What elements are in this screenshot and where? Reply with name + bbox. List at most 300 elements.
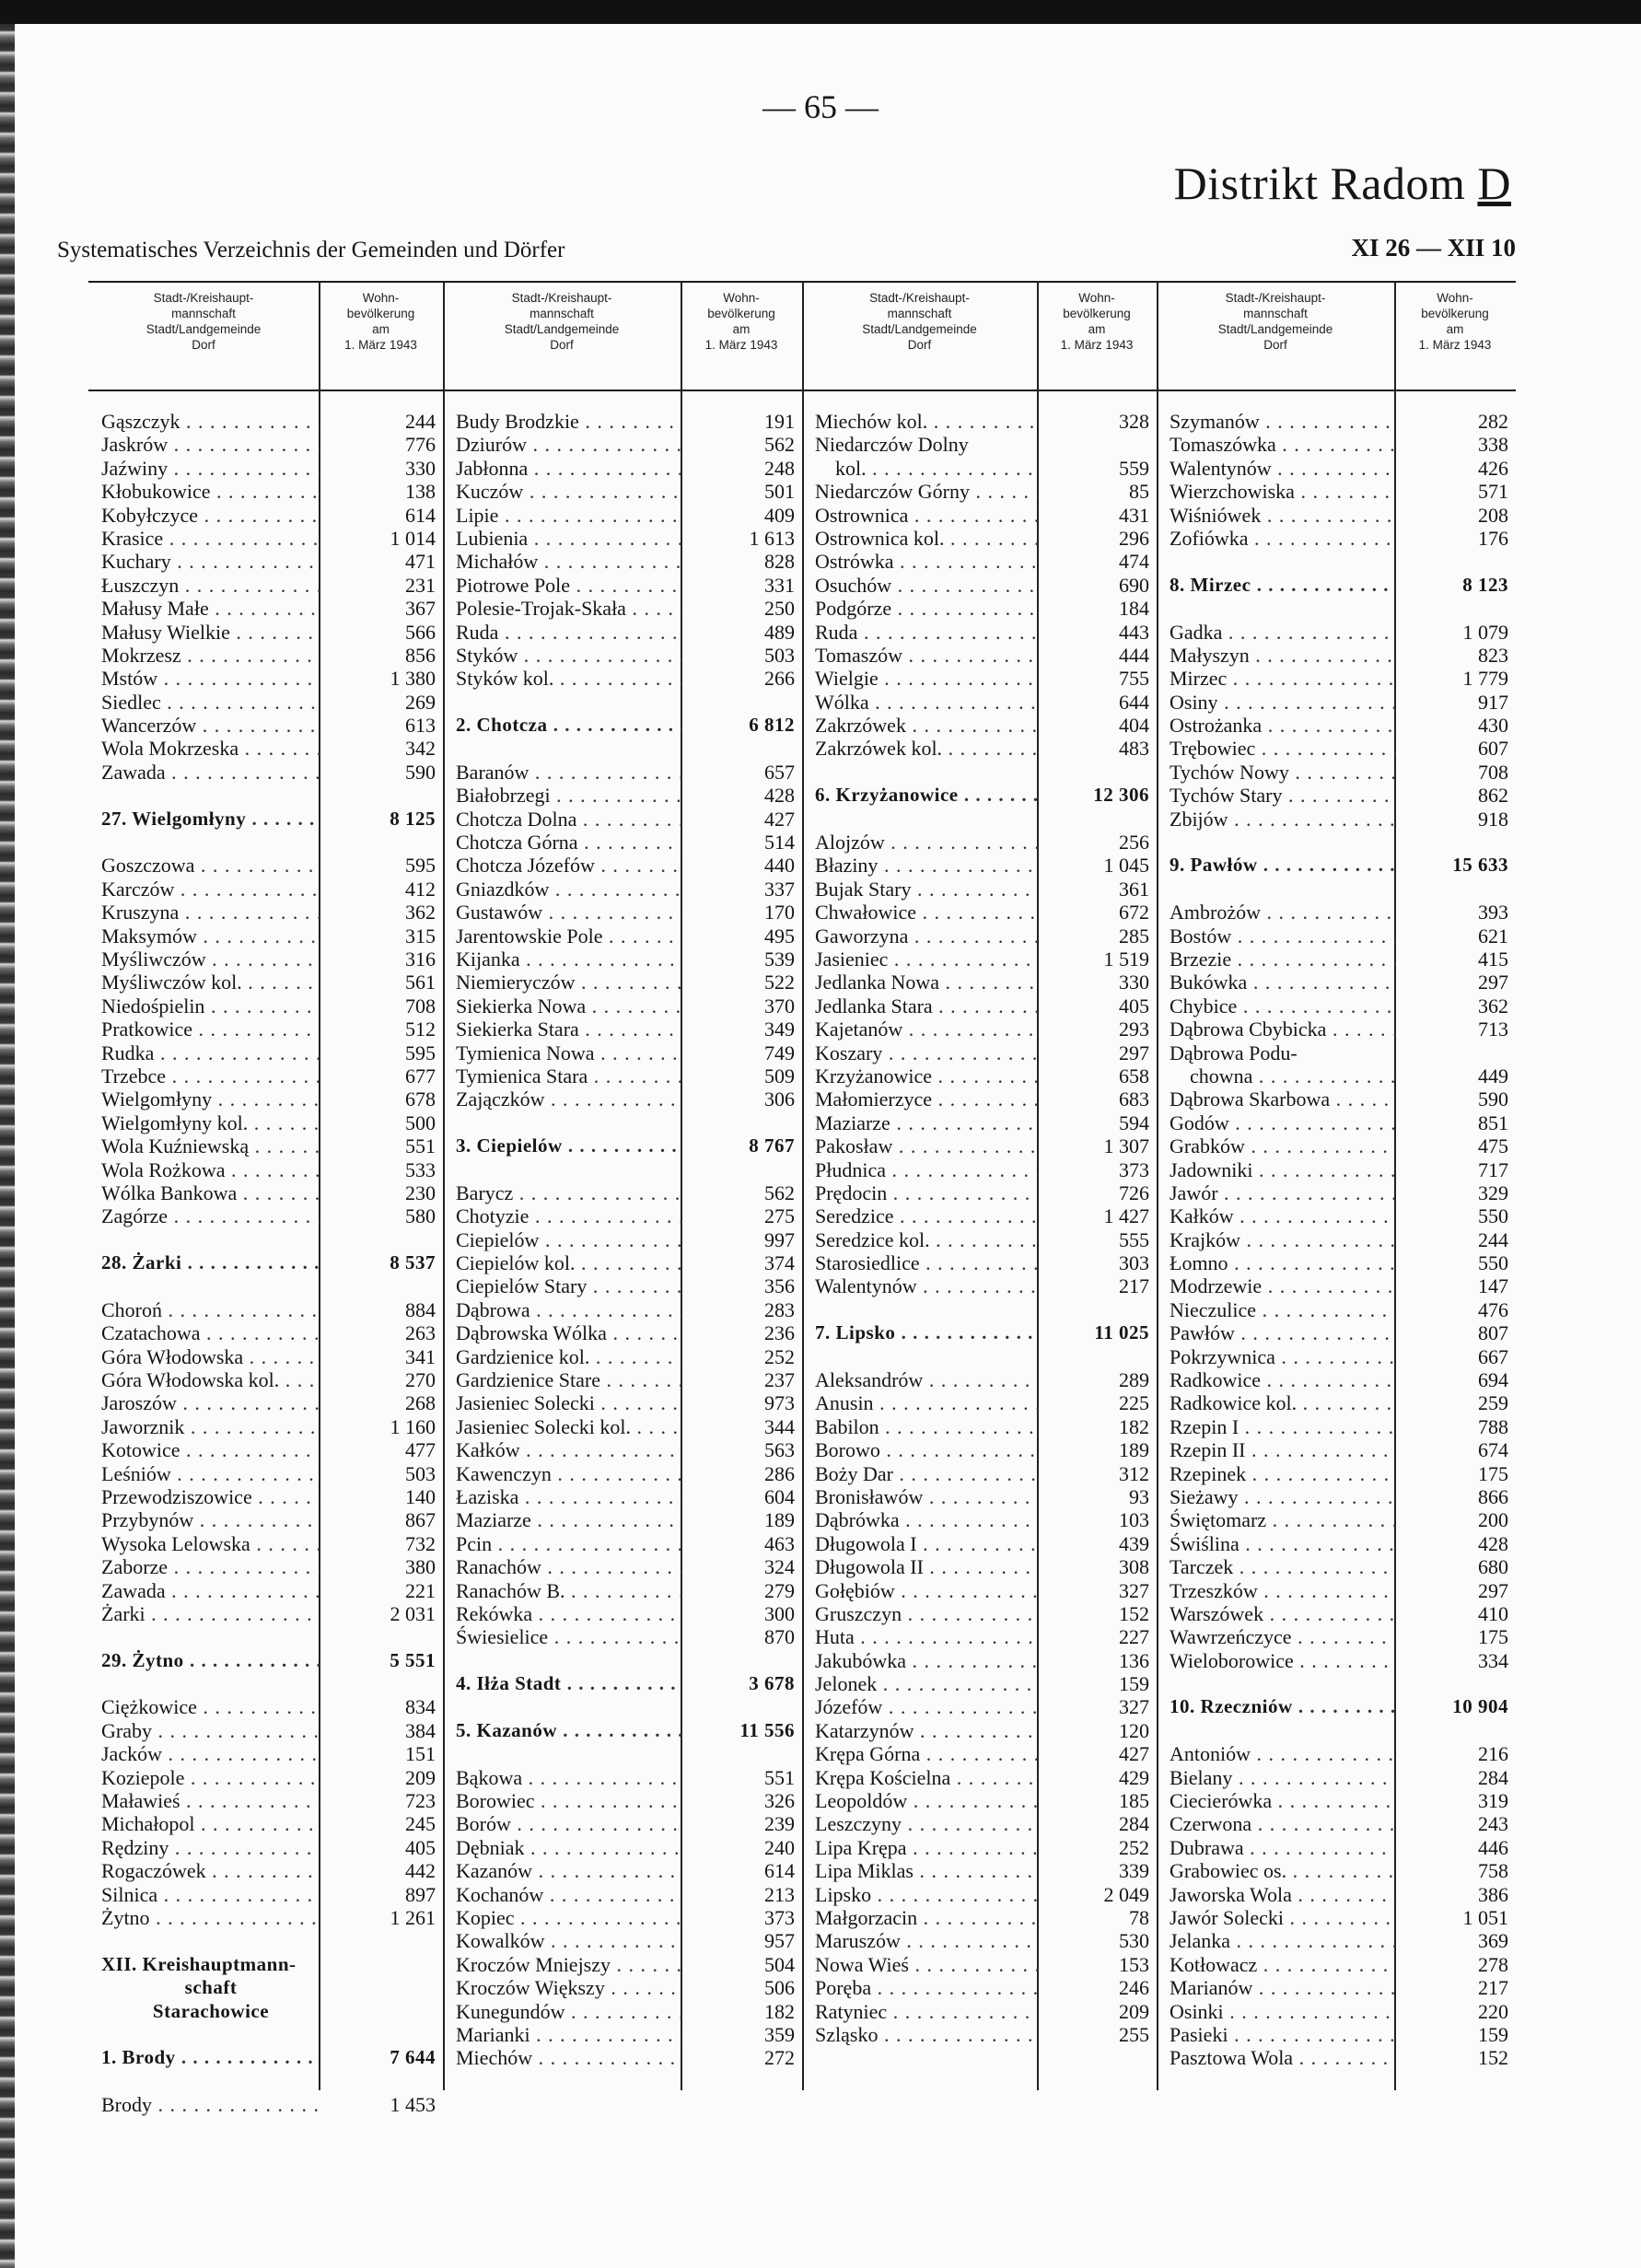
population-value: 446: [1478, 1835, 1508, 1859]
place-name: Błaziny . . .: [802, 854, 1039, 877]
population-value: 683: [1119, 1087, 1149, 1111]
population-value: 503: [405, 1461, 436, 1485]
population-value: 11 556: [739, 1718, 795, 1741]
place-name: Rudka . . .: [88, 1041, 320, 1064]
population-value: 275: [764, 1204, 795, 1228]
village-row: [443, 1836, 802, 1859]
scan-left-edge: [0, 24, 15, 2268]
spacer: [88, 1274, 443, 1297]
population-value: 374: [764, 1251, 795, 1275]
header-text: mannschaft: [530, 307, 594, 320]
header-text: mannschaft: [887, 307, 952, 320]
village-row: [88, 1555, 443, 1578]
population-value: 12 306: [1093, 784, 1149, 807]
village-row: [443, 1181, 802, 1204]
place-name: Osinki . . .: [1157, 2000, 1396, 2023]
village-row: [802, 1602, 1157, 1625]
spacer: [443, 1111, 802, 1134]
place-name: Jaworznik . . .: [88, 1415, 320, 1438]
population-value: 443: [1119, 620, 1149, 644]
village-row: [802, 1251, 1157, 1274]
place-name: Białobrzegi . . .: [443, 784, 682, 807]
spacer: [1157, 1719, 1516, 1742]
population-value: 297: [1119, 1041, 1149, 1064]
village-row: [802, 1158, 1157, 1181]
population-value: 209: [1119, 1999, 1149, 2023]
spacer: [443, 1742, 802, 1765]
village-row: [1157, 1462, 1516, 1485]
village-row: [88, 667, 443, 690]
place-name: Huta . . .: [802, 1625, 1039, 1648]
village-row: [1157, 1742, 1516, 1765]
population-value: 410: [1478, 1601, 1508, 1625]
place-name: Ostrożanka . . .: [1157, 714, 1396, 737]
place-name: Ciepielów kol. . . .: [443, 1251, 682, 1274]
population-value: 559: [1119, 456, 1149, 480]
village-row: [88, 433, 443, 456]
village-row: [1157, 1929, 1516, 1952]
header-text: am: [372, 322, 390, 336]
village-row: [1157, 1508, 1516, 1531]
population-value: 330: [405, 456, 436, 480]
village-row: [802, 994, 1157, 1018]
place-name: Baranów . . .: [443, 761, 682, 784]
place-name: Leśniów . . .: [88, 1462, 320, 1485]
village-row: [88, 644, 443, 667]
population-value: 147: [1478, 1274, 1508, 1298]
population-value: 7 644: [390, 2046, 436, 2069]
spacer: [802, 808, 1157, 831]
population-value: 562: [764, 1181, 795, 1204]
village-row: [802, 971, 1157, 994]
village-row: [1157, 410, 1516, 433]
population-value: 380: [405, 1555, 436, 1579]
place-name: Mstów . . .: [88, 667, 320, 690]
population-value: 175: [1478, 1461, 1508, 1485]
village-row: [88, 1018, 443, 1041]
place-name: Warszówek . . .: [1157, 1602, 1396, 1625]
village-row: [1157, 808, 1516, 831]
population-value: 8 537: [390, 1251, 436, 1274]
spacer: [1157, 878, 1516, 901]
place-name: Jabłonna . . .: [443, 457, 682, 480]
population-value: 708: [1478, 760, 1508, 784]
place-name: Rzepin II . . .: [1157, 1438, 1396, 1461]
village-row: [802, 1415, 1157, 1438]
place-name: Osuchów . . .: [802, 574, 1039, 597]
place-name: Józefów . . .: [802, 1695, 1039, 1718]
village-row: [1157, 2046, 1516, 2069]
place-name: Kazanów . . .: [443, 1859, 682, 1882]
village-row: [443, 2000, 802, 2023]
place-name: Grabowiec os. . . .: [1157, 1859, 1396, 1882]
population-value: 344: [764, 1414, 795, 1438]
header-text: Stadt-/Kreishaupt-: [1225, 291, 1326, 305]
village-row: [802, 948, 1157, 971]
village-row: [802, 1018, 1157, 1041]
place-name: Mokrzesz . . .: [88, 644, 320, 667]
village-row: [88, 574, 443, 597]
header-text: 1. März 1943: [1418, 338, 1492, 352]
place-name: Seredzice . . .: [802, 1204, 1039, 1227]
place-name: 27. Wielgomłyny . . .: [88, 808, 320, 831]
place-name: Pakosław . . .: [802, 1134, 1039, 1157]
population-value: 243: [1478, 1812, 1508, 1836]
population-value: 393: [1478, 901, 1508, 925]
gemeinden-table: [88, 281, 1516, 2117]
place-name: Szymanów . . .: [1157, 410, 1396, 433]
header-name-col: [802, 290, 1037, 382]
population-value: 503: [764, 643, 795, 667]
place-name: Wólka Bankowa . . .: [88, 1181, 320, 1204]
population-value: 303: [1119, 1251, 1149, 1275]
place-name: Tychów Stary . . .: [1157, 784, 1396, 807]
village-row: [802, 1695, 1157, 1718]
place-name: Góra Włodowska kol. . . .: [88, 1368, 320, 1391]
population-value: 338: [1478, 433, 1508, 457]
village-row: [802, 1064, 1157, 1087]
village-row: [802, 1508, 1157, 1531]
page-number: — 65 —: [762, 88, 879, 125]
place-name: chowna . . .: [1157, 1064, 1396, 1087]
header-name-col: [88, 290, 319, 382]
village-row: [1157, 457, 1516, 480]
village-row: [88, 410, 443, 433]
population-value: 644: [1119, 690, 1149, 714]
village-row: [1157, 1064, 1516, 1087]
population-value: 263: [405, 1321, 436, 1345]
place-name: 6. Krzyżanowice . . .: [802, 784, 1039, 807]
village-row: [443, 410, 802, 433]
population-value: 189: [764, 1508, 795, 1532]
place-name: Kunegundów . . .: [443, 2000, 682, 2023]
population-value: 1 427: [1103, 1204, 1149, 1228]
gemeinde-heading-row: [88, 1251, 443, 1274]
population-value: 828: [764, 550, 795, 574]
place-name: Jaworska Wola . . .: [1157, 1883, 1396, 1906]
population-value: 369: [1478, 1929, 1508, 1953]
place-name: Budy Brodzkie . . .: [443, 410, 682, 433]
population-value: 866: [1478, 1484, 1508, 1508]
place-name: Przewodziszowice . . .: [88, 1485, 320, 1508]
place-name: Chotcza Dolna . . .: [443, 808, 682, 831]
population-value: 170: [764, 901, 795, 925]
population-value: 657: [764, 760, 795, 784]
village-row: [443, 644, 802, 667]
place-name: Bukówka . . .: [1157, 971, 1396, 994]
village-row: [1157, 1274, 1516, 1297]
population-value: 5 551: [390, 1648, 436, 1671]
village-row: [802, 1181, 1157, 1204]
place-name: Wawrzeńczyce . . .: [1157, 1625, 1396, 1648]
population-value: 319: [1478, 1789, 1508, 1813]
population-value: 244: [1478, 1227, 1508, 1251]
population-value: 690: [1119, 573, 1149, 597]
place-name: Maławieś . . .: [88, 1789, 320, 1812]
village-row: [443, 1041, 802, 1064]
village-row: [802, 1766, 1157, 1789]
population-value: 449: [1478, 1064, 1508, 1087]
population-value: 1 261: [390, 1906, 436, 1929]
place-name: 28. Żarki . . .: [88, 1251, 320, 1274]
village-row: [443, 1508, 802, 1531]
population-value: 250: [764, 597, 795, 621]
village-row: [443, 901, 802, 924]
gemeinde-heading-row: [802, 1321, 1157, 1344]
place-name: Gustawów . . .: [443, 901, 682, 924]
place-name: Maziarze . . .: [802, 1111, 1039, 1134]
place-name: Styków . . .: [443, 644, 682, 667]
place-name: Pcin . . .: [443, 1532, 682, 1555]
population-value: 440: [764, 854, 795, 878]
population-value: 362: [405, 901, 436, 925]
place-name: 2. Chotcza . . .: [443, 714, 682, 737]
place-name: Dąbrowa Cbybicka . . .: [1157, 1018, 1396, 1041]
place-name: Rzepinek . . .: [1157, 1462, 1396, 1485]
village-row: [1157, 1602, 1516, 1625]
header-text: am: [1446, 322, 1464, 336]
place-name: Krępa Górna . . .: [802, 1742, 1039, 1765]
population-value: 256: [1119, 831, 1149, 855]
spacer: [802, 761, 1157, 784]
place-name: Pasztowa Wola . . .: [1157, 2046, 1396, 2069]
place-name: schaft: [184, 1976, 238, 1999]
village-row: [1157, 1485, 1516, 1508]
village-row: [1157, 1415, 1516, 1438]
village-row: [1157, 1018, 1516, 1041]
village-row: [802, 480, 1157, 503]
population-value: 361: [1119, 877, 1149, 901]
population-value: 15 633: [1452, 854, 1508, 877]
population-value: 884: [405, 1297, 436, 1321]
population-value: 476: [1478, 1297, 1508, 1321]
place-name: Dąbrowa Podu-: [1170, 1041, 1298, 1064]
village-row: [88, 994, 443, 1018]
village-row: [1157, 1087, 1516, 1111]
gemeinde-heading-row: [88, 1953, 443, 1976]
village-row: [1157, 1906, 1516, 1929]
place-name: Jelonek . . .: [802, 1672, 1039, 1695]
place-name: 5. Kazanów . . .: [443, 1719, 682, 1742]
population-value: 296: [1119, 526, 1149, 550]
village-row: [802, 574, 1157, 597]
population-value: 85: [1129, 480, 1149, 504]
gemeinde-heading-row: [88, 1976, 443, 1999]
village-row: [88, 1181, 443, 1204]
population-value: 489: [764, 620, 795, 644]
population-value: 328: [1119, 410, 1149, 433]
village-row: [88, 1812, 443, 1835]
header-text: am: [732, 322, 751, 336]
population-value: 550: [1478, 1251, 1508, 1275]
scan-top-border: [0, 0, 1641, 24]
village-row: [88, 1508, 443, 1531]
population-value: 477: [405, 1438, 436, 1462]
place-name: Przybynów . . .: [88, 1508, 320, 1531]
village-row: [443, 457, 802, 480]
village-row: [443, 480, 802, 503]
population-value: 539: [764, 947, 795, 971]
place-name: Goszczowa . . .: [88, 854, 320, 877]
population-value: 667: [1478, 1344, 1508, 1368]
village-row: [802, 667, 1157, 690]
village-row: [443, 784, 802, 807]
population-value: 1 079: [1462, 620, 1508, 644]
place-name: Kroczów Mniejszy . . .: [443, 1953, 682, 1976]
place-name: Chotcza Górna . . .: [443, 831, 682, 854]
population-value: 555: [1119, 1227, 1149, 1251]
village-row: [88, 1883, 443, 1906]
population-value: 463: [764, 1531, 795, 1555]
population-value: 2 031: [390, 1601, 436, 1625]
place-name: 9. Pawłów . . .: [1157, 854, 1396, 877]
place-name: Bąkowa . . .: [443, 1766, 682, 1789]
place-name: Kobyłczyce . . .: [88, 504, 320, 527]
population-value: 500: [405, 1111, 436, 1134]
village-row: [1157, 2023, 1516, 2046]
population-value: 678: [405, 1087, 436, 1111]
village-row: [443, 1018, 802, 1041]
village-row: [443, 1485, 802, 1508]
place-name: Długowola I . . .: [802, 1532, 1039, 1555]
population-value: 614: [405, 503, 436, 527]
population-value: 412: [405, 877, 436, 901]
gemeinde-heading-row: [1157, 1695, 1516, 1718]
population-value: 189: [1119, 1438, 1149, 1462]
village-row: [1157, 1953, 1516, 1976]
place-name: Borowo . . .: [802, 1438, 1039, 1461]
population-value: 213: [764, 1882, 795, 1906]
village-row: [443, 1906, 802, 1929]
header-text: am: [1088, 322, 1106, 336]
village-row: [443, 1859, 802, 1882]
population-value: 430: [1478, 714, 1508, 738]
place-name: Lipa Krępa . . .: [802, 1836, 1039, 1859]
gemeinde-heading-row: [88, 1649, 443, 1672]
place-name: Podgórze . . .: [802, 597, 1039, 620]
place-name: Krasice . . .: [88, 527, 320, 550]
population-value: 1 014: [390, 526, 436, 550]
place-name: Trębowiec . . .: [1157, 737, 1396, 760]
village-row: [802, 1719, 1157, 1742]
gemeinde-heading-row: [88, 2046, 443, 2069]
place-name: Jawór Solecki . . .: [1157, 1906, 1396, 1929]
village-row: [802, 1228, 1157, 1251]
place-name: Rogaczówek . . .: [88, 1859, 320, 1882]
population-value: 252: [764, 1344, 795, 1368]
place-name: Zawada . . .: [88, 761, 320, 784]
village-row: [443, 1415, 802, 1438]
village-row: [443, 1532, 802, 1555]
population-value: 533: [405, 1157, 436, 1181]
header-name-col: [443, 290, 681, 382]
population-value: 239: [764, 1812, 795, 1836]
population-value: 272: [764, 2046, 795, 2070]
village-row: [1157, 1766, 1516, 1789]
population-value: 10 904: [1452, 1695, 1508, 1718]
place-name: Niedośpielin . . .: [88, 994, 320, 1018]
place-name: Zbijów . . .: [1157, 808, 1396, 831]
population-value: 1 519: [1103, 947, 1149, 971]
village-row: [443, 574, 802, 597]
village-row: [802, 621, 1157, 644]
population-value: 248: [764, 456, 795, 480]
village-row: [1157, 784, 1516, 807]
place-name: Kowalków . . .: [443, 1929, 682, 1952]
village-row: [802, 691, 1157, 714]
population-value: 444: [1119, 643, 1149, 667]
population-value: 182: [764, 1999, 795, 2023]
village-row: [88, 1532, 443, 1555]
place-name: Myśliwczów . . .: [88, 948, 320, 971]
place-name: Czerwona . . .: [1157, 1812, 1396, 1835]
district-title: [1174, 157, 1511, 210]
place-name: Zaborze . . .: [88, 1555, 320, 1578]
village-row: [802, 2000, 1157, 2023]
place-name: Sieżawy . . .: [1157, 1485, 1396, 1508]
population-value: 2 049: [1103, 1882, 1149, 1906]
population-value: 495: [764, 924, 795, 948]
place-name: Gardzienice kol. . . .: [443, 1345, 682, 1368]
village-row: [802, 1111, 1157, 1134]
village-row: [88, 1766, 443, 1789]
spacer: [88, 784, 443, 807]
population-value: 6 812: [749, 714, 795, 737]
header-text: Wohn-: [723, 291, 760, 305]
population-value: 136: [1119, 1648, 1149, 1672]
village-row: [443, 1555, 802, 1578]
population-value: 255: [1119, 2022, 1149, 2046]
population-value: 175: [1478, 1625, 1508, 1649]
population-value: 514: [764, 831, 795, 855]
place-name: Poręba . . .: [802, 1976, 1039, 1999]
place-name: Pratkowice . . .: [88, 1018, 320, 1041]
population-value: 834: [405, 1695, 436, 1719]
population-value: 897: [405, 1882, 436, 1906]
place-name: Jacków . . .: [88, 1742, 320, 1765]
village-row: [1157, 1345, 1516, 1368]
spacer: [88, 2023, 443, 2046]
header-pop-col: [319, 290, 443, 382]
place-name: Dębniak . . .: [443, 1836, 682, 1859]
village-row: [1157, 1251, 1516, 1274]
header-text: Stadt-/Kreishaupt-: [153, 291, 254, 305]
place-name: Jakubówka . . .: [802, 1649, 1039, 1672]
table-column: [443, 410, 802, 2070]
village-row: [802, 831, 1157, 854]
population-value: 266: [764, 667, 795, 691]
header-text: Stadt/Landgemeinde: [145, 322, 262, 336]
population-value: 856: [405, 643, 436, 667]
place-name: Wielgomłyny . . .: [88, 1087, 320, 1111]
place-name: 10. Rzeczniów . . .: [1157, 1695, 1396, 1718]
population-value: 191: [764, 410, 795, 433]
place-name: Modrzewie . . .: [1157, 1274, 1396, 1297]
village-row: [88, 1041, 443, 1064]
village-row: [1157, 1836, 1516, 1859]
place-name: Michałopol . . .: [88, 1812, 320, 1835]
place-name: Borowiec . . .: [443, 1789, 682, 1812]
population-value: 259: [1478, 1391, 1508, 1415]
place-name: Rzepin I . . .: [1157, 1415, 1396, 1438]
village-row: [443, 1345, 802, 1368]
place-name: Długowola II . . .: [802, 1555, 1039, 1578]
population-value: 297: [1478, 1578, 1508, 1602]
population-value: 427: [1119, 1742, 1149, 1766]
header-text: Stadt/Landgemeinde: [862, 322, 977, 336]
village-row: [88, 1719, 443, 1742]
village-row: [88, 1368, 443, 1391]
